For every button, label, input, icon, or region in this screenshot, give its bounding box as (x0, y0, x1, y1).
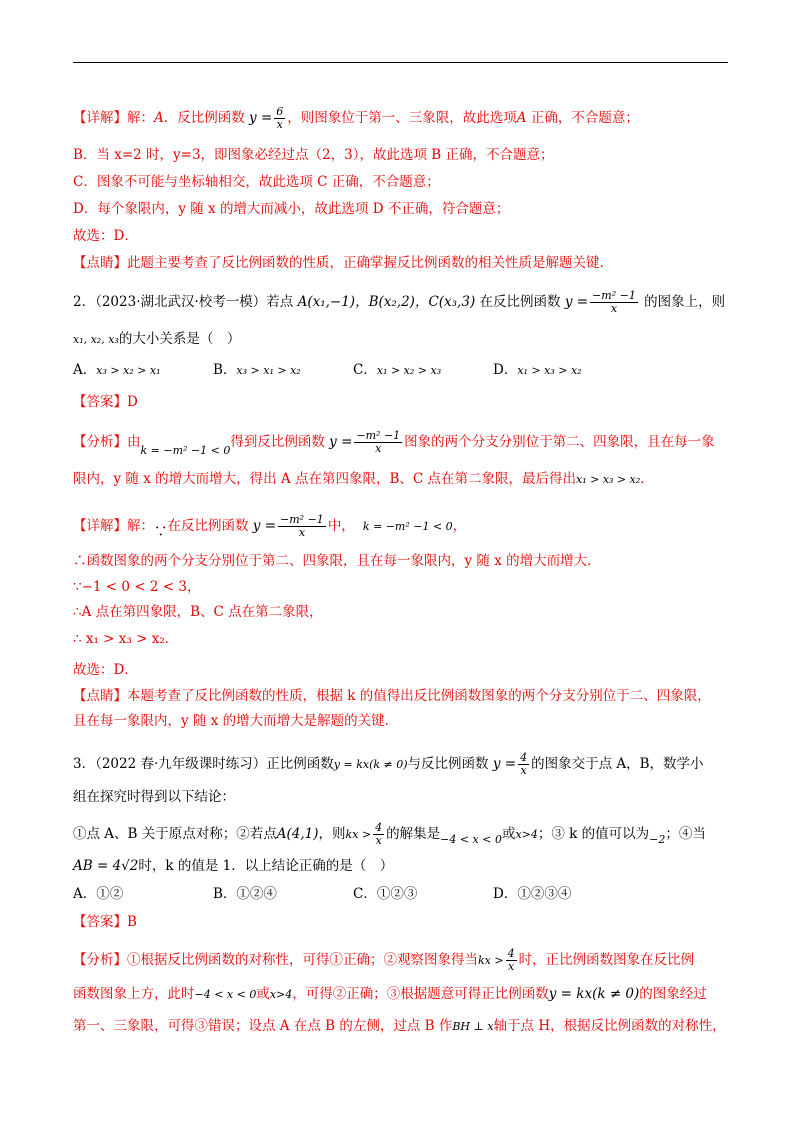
q3-option-b: B．①②④ (213, 886, 277, 902)
q3-option-a: A．①② (73, 886, 124, 902)
fraction-6-over-x: $\frac{6}{x}$ (276, 105, 284, 131)
fraction-neg-m2-minus-1-over-x: $\frac{\text{−m² −1}}{x}$ (592, 289, 636, 315)
q2-answer: 【答案】D (73, 394, 138, 410)
q2-analysis-line1: 【分析】由$_{k = -m^2 -1 < 0}$得到反比例函数 y = $\frac{\text{−m² −1}}{x}$ 图象的两个分支分别位于第二、四象限，且在每一象 (73, 429, 715, 457)
q2-detail-line2: ∴函数图象的两个分支分别位于第二、四象限，且在每一象限内，y 随 x 的增大而增大． (73, 553, 601, 569)
q2-remark-line1: 【点睛】本题考查了反比例函数的性质，根据 k 的值得出反比例函数图象的两个分支分别位于二、四象限， (73, 688, 711, 704)
q3-stem-line3: ①点 A、B 关于原点对称；②若点A(4,1)，则kx > $\frac{4}{x}$ 的解集是$_{-4 < x < 0}$或x>4；③ k 的值可以为$_{-2}$；④当 (73, 821, 706, 847)
q2-stem-line1: 2．（2023·湖北武汉·校考一模）若点 A(x₁,−1)，B(x₂,2)，C(x₃,3) 在反比例函数 y = $\frac{\text{−m² −1}}{x}$ 的图象上，则 (73, 289, 726, 315)
q1-remark: 【点睛】此题主要考查了反比例函数的性质，正确掌握反比例函数的相关性质是解题关键． (73, 255, 613, 271)
detail-label: 【详解】解： (73, 110, 154, 126)
q3-stem-line2: 组在探究时得到以下结论： (73, 789, 235, 805)
q2-detail-line4: ∴A 点在第四象限，B、C 点在第二象限， (73, 604, 323, 620)
header-rule (73, 62, 728, 63)
q1-detail-line2: B．当 x=2 时，y=3，即图象必经过点（2，3），故此选项 B 正确，不合题意； (73, 147, 554, 163)
q2-detail-line5: ∴ x₁ > x₃ > x₂． (73, 631, 179, 647)
q3-stem-line1: 3．（2022 春·九年级课时练习）正比例函数y = kx(k ≠ 0)与反比例函数 y = $\frac{4}{x}$ 的图象交于点 A，B，数学小 (73, 751, 704, 777)
q3-analysis-line3: 第一、三象限，可得③错误；设点 A 在点 B 的左侧，过点 B 作BH ⊥ x轴于点 H，根据反比例函数的对称性， (73, 1018, 726, 1034)
q2-option-c: C．x₁ > x₂ > x₃ (353, 362, 442, 378)
q1-detail-line3: C．图象不可能与坐标轴相交，故此选项 C 正确，不合题意； (73, 174, 440, 190)
q2-detail-line1: 【详解】解：∵在反比例函数 y = $\frac{\text{−m² −1}}{x}$ 中， k = −m² −1 < 0， (73, 513, 467, 540)
q3-analysis-line2: 函数图象上方，此时−4 < x < 0或x>4，可得②正确；③根据题意可得正比例函数y = kx(k ≠ 0)的图象经过 (73, 986, 707, 1002)
q3-option-d: D．①②③④ (493, 886, 572, 902)
q1-detail-line1: 【详解】解：A．反比例函数 y = $\frac{6}{x}$ ，则图象位于第一、三象限，故此选项A 正确，不合题意； (73, 105, 639, 131)
q3-analysis-line1: 【分析】①根据反比例函数的对称性，可得①正确；②观察图象得当kx > $\frac{4}{x}$ 时，正比例函数图象在反比例 (73, 947, 695, 973)
q2-points: A(x₁,−1)，B(x₂,2)，C(x₃,3) (297, 294, 476, 310)
q2-option-a: A．x₃ > x₂ > x₁ (73, 362, 161, 378)
q1-detail-line5: 故选：D． (73, 228, 138, 244)
q2-option-b: B．x₃ > x₁ > x₂ (213, 362, 301, 378)
q2-option-d: D．x₁ > x₃ > x₂ (493, 362, 582, 378)
q3-stem-line4: AB = 4√2时，k 的值是 1．以上结论正确的是（ ） (73, 858, 394, 874)
q2-remark-line2: 且在每一象限内，y 随 x 的增大而增大是解题的关键． (73, 713, 399, 729)
q3-options (73, 885, 633, 903)
q2-detail-line3: ∵−1 < 0 < 2 < 3， (73, 579, 201, 595)
q2-stem-line2: x₁, x₂, x₃的大小关系是（ ） (73, 331, 241, 347)
q2-options (73, 361, 633, 380)
q2-analysis-line2: 限内，y 随 x 的增大而增大，得出 A 点在第四象限，B、C 点在第二象限，最后得出x₁ > x₃ > x₂． (73, 471, 654, 487)
fraction-4-over-x: $\frac{4}{x}$ (520, 751, 528, 777)
q3-answer: 【答案】B (73, 914, 137, 930)
q3-option-c: C．①②③ (353, 886, 418, 902)
q1-detail-line4: D．每个象限内，y 随 x 的增大而减小，故此选项 D 不正确，符合题意； (73, 201, 510, 217)
q2-detail-line6: 故选：D． (73, 662, 138, 678)
